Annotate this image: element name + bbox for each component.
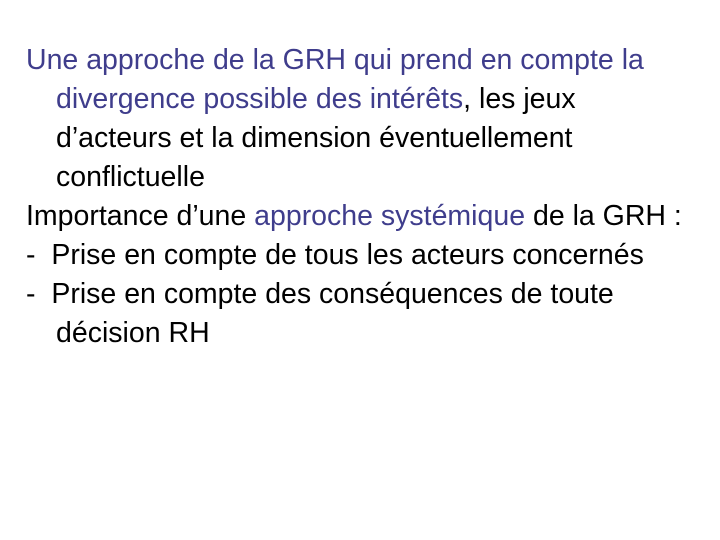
list-item-text: Prise en compte de tous les acteurs concernés [51, 239, 644, 271]
intro-highlight: Une approche de la GRH qui prend en compte la divergence possible des intérêts [26, 44, 644, 115]
systemic-highlight: approche systémique [254, 200, 526, 232]
dash-marker: - [26, 239, 36, 271]
systemic-paragraph [26, 197, 696, 236]
slide-body [26, 41, 696, 353]
dash-marker: - [26, 278, 36, 310]
intro-paragraph [26, 41, 696, 197]
intro-rest: , les jeux d’acteurs et la dimension éventuellement conflictuelle [56, 83, 576, 193]
list-item-text: Prise en compte des conséquences de toute décision RH [51, 278, 614, 349]
list-item-consequences [26, 275, 696, 353]
systemic-before: Importance d’une [26, 200, 255, 232]
systemic-after: de la GRH : [525, 200, 682, 232]
list-item-actors [26, 236, 696, 275]
